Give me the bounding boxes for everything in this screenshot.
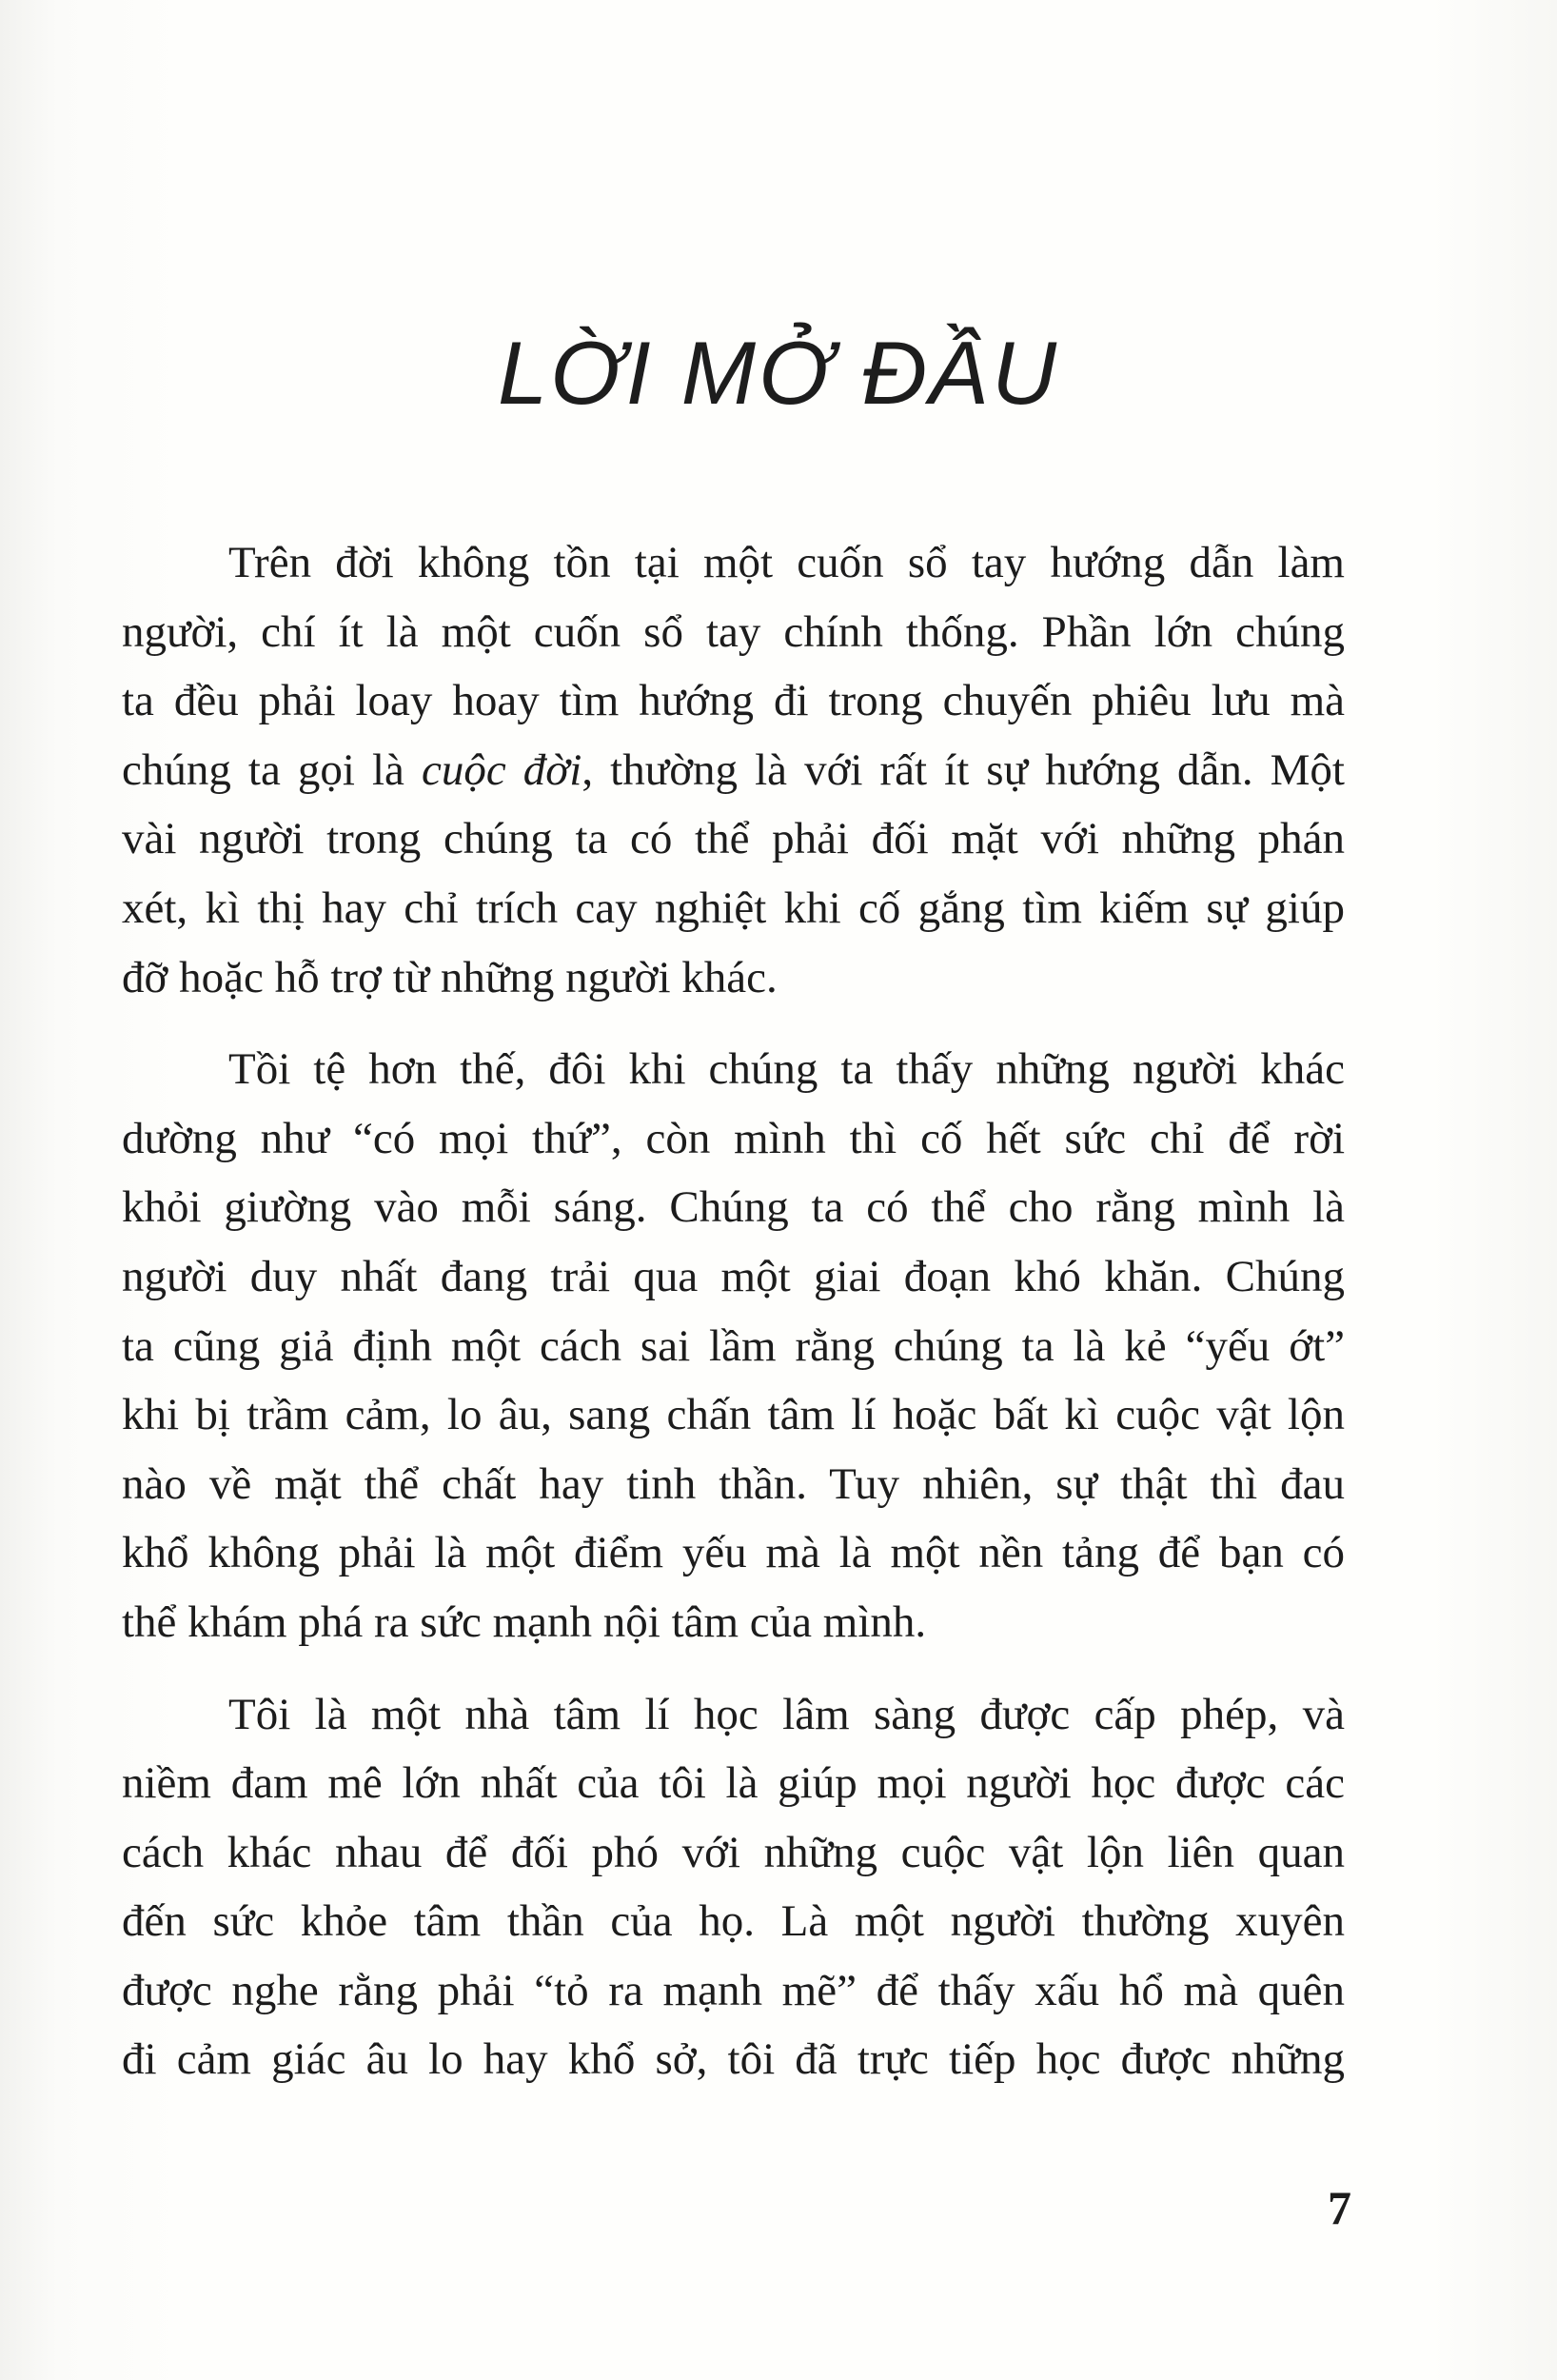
text-line: Tồi tệ hơn thế, đôi khi chúng ta thấy những người khác: [228, 1044, 1345, 1095]
paragraph-1: [122, 528, 1345, 1012]
text-line: được nghe rằng phải “tỏ ra mạnh mẽ” để thấy xấu hổ mà quên: [122, 1965, 1345, 2015]
text-line: nào về mặt thể chất hay tinh thần. Tuy nhiên, sự thật thì đau: [122, 1458, 1345, 1509]
text-line: Trên đời không tồn tại một cuốn sổ tay hướng dẫn làm: [228, 538, 1345, 587]
text-line: khổ không phải là một điểm yếu mà là một nền tảng để bạn có: [122, 1528, 1345, 1578]
body-text: [122, 528, 1345, 2117]
text-line: xét, kì thị hay chỉ trích cay nghiệt khi cố gắng tìm kiếm sự giúp: [122, 883, 1345, 933]
text-line: thể khám phá ra sức mạnh nội tâm của mình.: [122, 1597, 927, 1647]
text-line: đi cảm giác âu lo hay khổ sở, tôi đã trực tiếp học được những: [122, 2034, 1345, 2085]
text-line: người duy nhất đang trải qua một giai đoạn khó khăn. Chúng: [122, 1251, 1345, 1301]
emphasis: cuộc đời: [421, 744, 582, 795]
text-line: đến sức khỏe tâm thần của họ. Là một người thường xuyên: [122, 1896, 1345, 1947]
text-line: dường như “có mọi thứ”, còn mình thì cố hết sức chỉ để rời: [122, 1113, 1345, 1163]
paragraph-2: [122, 1035, 1345, 1656]
text-line: khi bị trầm cảm, lo âu, sang chấn tâm lí hoặc bất kì cuộc vật lộn: [122, 1390, 1345, 1440]
text-line: người, chí ít là một cuốn sổ tay chính thống. Phần lớn chúng: [122, 606, 1345, 657]
chapter-title: LỜI MỞ ĐẦU: [498, 323, 1059, 423]
page-number: 7: [1328, 2181, 1351, 2234]
paragraph-3: [122, 1680, 1345, 2095]
text-line: đỡ hoặc hỗ trợ từ những người khác.: [122, 952, 778, 1002]
text-line: khỏi giường vào mỗi sáng. Chúng ta có thể cho rằng mình là: [122, 1182, 1345, 1233]
text-line: niềm đam mê lớn nhất của tôi là giúp mọi người học được các: [122, 1758, 1345, 1809]
text-line: Tôi là một nhà tâm lí học lâm sàng được cấp phép, và: [228, 1689, 1345, 1739]
text-line: ta đều phải loay hoay tìm hướng đi trong chuyến phiêu lưu mà: [122, 676, 1345, 726]
text-line: ta cũng giả định một cách sai lầm rằng chúng ta là kẻ “yếu ớt”: [122, 1320, 1345, 1371]
text-line: vài người trong chúng ta có thể phải đối mặt với những phán: [122, 814, 1345, 864]
text-line: cách khác nhau để đối phó với những cuộc vật lộn liên quan: [122, 1827, 1345, 1877]
text-line: chúng ta gọi là cuộc đời, thường là với rất ít sự hướng dẫn. Một: [122, 744, 1345, 795]
